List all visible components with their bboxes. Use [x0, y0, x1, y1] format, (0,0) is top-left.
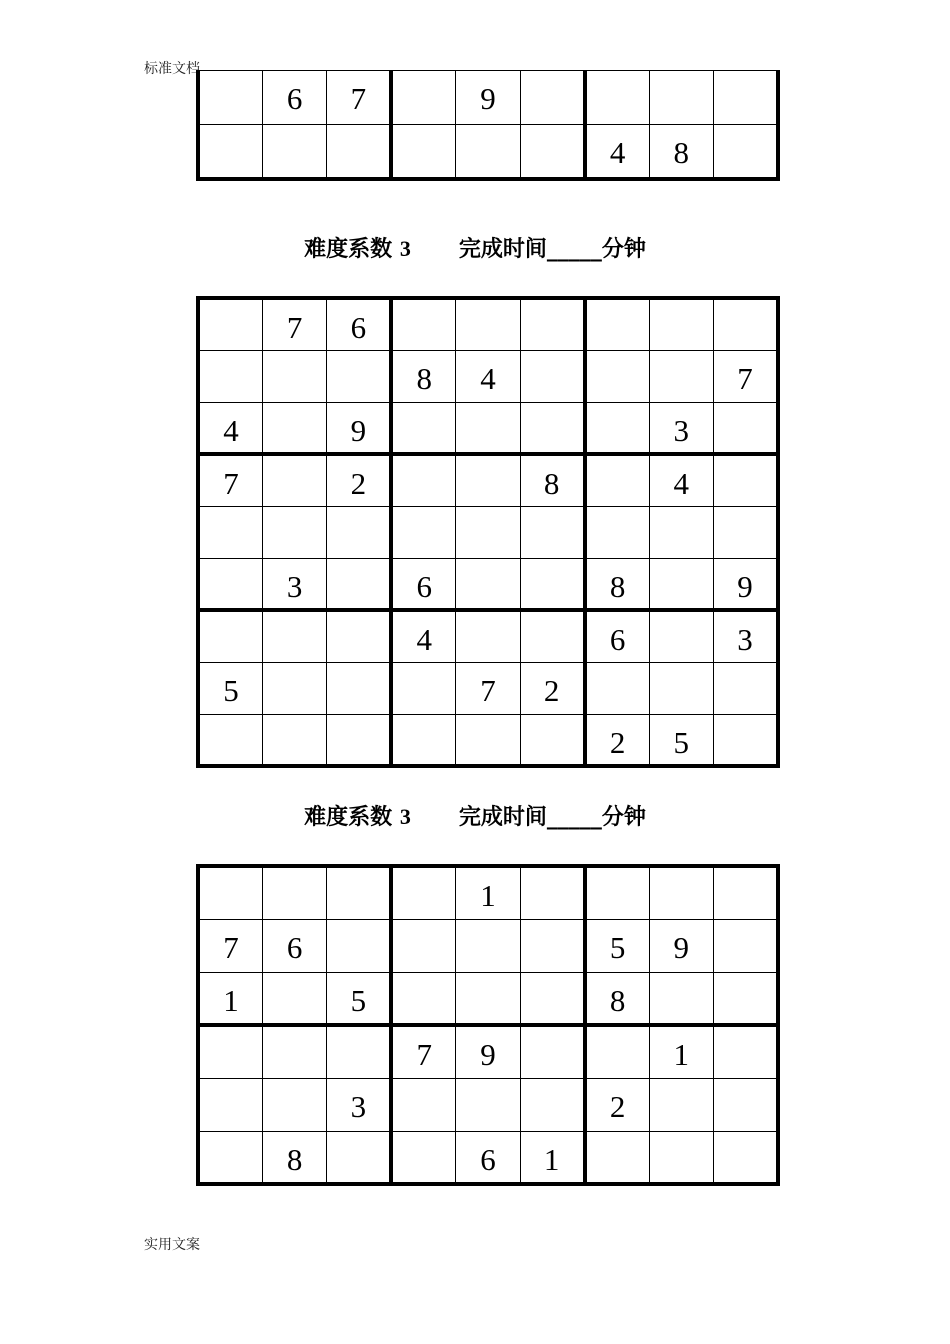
grid-cell	[585, 506, 649, 558]
grid-cell	[198, 71, 262, 125]
grid-cell: 1	[456, 866, 520, 919]
grid-cell	[262, 506, 326, 558]
grid-row	[198, 454, 778, 506]
difficulty-level: 3	[399, 236, 411, 261]
difficulty-title	[0, 232, 950, 263]
grid-cell	[649, 506, 713, 558]
grid-cell	[391, 298, 455, 350]
grid-cell: 7	[456, 662, 520, 714]
grid-cell	[649, 972, 713, 1025]
grid-cell: 8	[585, 972, 649, 1025]
grid-cell	[391, 1131, 455, 1184]
grid-cell: 4	[585, 125, 649, 179]
grid-cell: 5	[198, 662, 262, 714]
grid-cell	[198, 350, 262, 402]
grid-cell: 7	[198, 454, 262, 506]
grid-cell: 2	[327, 454, 391, 506]
grid-row	[198, 919, 778, 972]
grid-cell	[585, 866, 649, 919]
grid-row	[198, 1025, 778, 1078]
grid-cell	[327, 1131, 391, 1184]
grid-cell	[714, 125, 779, 179]
grid-cell: 2	[520, 662, 584, 714]
grid-cell: 9	[456, 71, 520, 125]
time-unit: 分钟	[601, 237, 646, 262]
grid-row	[198, 610, 778, 662]
grid-row	[198, 125, 778, 179]
grid-cell: 5	[649, 714, 713, 766]
grid-cell	[327, 866, 391, 919]
grid-cell	[262, 610, 326, 662]
grid-cell	[520, 714, 584, 766]
grid-cell	[327, 125, 391, 179]
grid-cell: 2	[585, 1078, 649, 1131]
grid-cell	[456, 919, 520, 972]
grid-cell: 9	[649, 919, 713, 972]
grid-cell	[649, 610, 713, 662]
grid-cell	[262, 714, 326, 766]
grid-cell: 6	[262, 71, 326, 125]
grid-cell	[262, 1078, 326, 1131]
grid-cell	[649, 350, 713, 402]
grid-cell	[520, 71, 584, 125]
grid-cell	[391, 662, 455, 714]
grid-cell	[649, 558, 713, 610]
grid-cell	[456, 610, 520, 662]
grid-cell	[198, 866, 262, 919]
grid-cell: 7	[714, 350, 779, 402]
grid-cell	[391, 454, 455, 506]
grid-row	[198, 350, 778, 402]
grid-cell	[520, 610, 584, 662]
grid-cell	[391, 506, 455, 558]
grid-cell	[456, 298, 520, 350]
grid-cell: 5	[585, 919, 649, 972]
grid-cell	[456, 506, 520, 558]
grid-cell	[585, 1131, 649, 1184]
grid-cell	[520, 125, 584, 179]
grid-cell	[262, 125, 326, 179]
grid-cell	[327, 610, 391, 662]
grid-cell: 3	[649, 402, 713, 454]
grid-cell: 9	[456, 1025, 520, 1078]
grid-cell	[520, 298, 584, 350]
grid-cell: 4	[649, 454, 713, 506]
grid-cell	[198, 1025, 262, 1078]
grid-cell	[391, 866, 455, 919]
grid-cell	[198, 1131, 262, 1184]
grid-cell	[649, 1131, 713, 1184]
grid-cell	[520, 402, 584, 454]
sudoku-grid-partial	[196, 70, 780, 181]
time-blank: _____	[546, 237, 602, 262]
grid-cell	[327, 350, 391, 402]
grid-cell	[262, 350, 326, 402]
grid-cell	[520, 1078, 584, 1131]
grid-cell	[456, 972, 520, 1025]
grid-cell	[649, 866, 713, 919]
sudoku-grid-1	[196, 296, 780, 768]
grid-cell	[262, 454, 326, 506]
grid-cell	[391, 919, 455, 972]
grid-cell: 9	[327, 402, 391, 454]
grid-cell: 3	[714, 610, 779, 662]
grid-cell: 1	[198, 972, 262, 1025]
grid-cell	[262, 1025, 326, 1078]
grid-cell	[262, 866, 326, 919]
grid-row	[198, 972, 778, 1025]
grid-cell	[327, 662, 391, 714]
grid-cell	[649, 662, 713, 714]
grid-cell	[456, 402, 520, 454]
grid-cell	[391, 1078, 455, 1131]
difficulty-title	[0, 800, 950, 831]
grid-cell	[262, 402, 326, 454]
grid-cell: 5	[327, 972, 391, 1025]
grid-cell	[520, 919, 584, 972]
grid-cell: 3	[262, 558, 326, 610]
grid-cell	[391, 402, 455, 454]
grid-cell: 6	[262, 919, 326, 972]
grid-cell: 4	[456, 350, 520, 402]
grid-cell: 8	[649, 125, 713, 179]
grid-cell	[520, 558, 584, 610]
grid-cell	[456, 558, 520, 610]
time-label: 完成时间	[458, 805, 547, 830]
grid-cell	[714, 1025, 779, 1078]
grid-cell	[262, 972, 326, 1025]
grid-cell	[520, 350, 584, 402]
grid-cell	[649, 71, 713, 125]
grid-cell	[714, 402, 779, 454]
grid-row	[198, 298, 778, 350]
grid-cell	[585, 298, 649, 350]
grid-cell	[456, 1078, 520, 1131]
grid-cell: 6	[585, 610, 649, 662]
grid-cell	[198, 506, 262, 558]
grid-cell	[391, 71, 455, 125]
grid-cell	[714, 454, 779, 506]
grid-cell: 4	[391, 610, 455, 662]
grid-cell	[327, 919, 391, 972]
grid-cell: 6	[456, 1131, 520, 1184]
grid-cell	[714, 662, 779, 714]
time-blank: _____	[546, 805, 602, 830]
grid-cell	[649, 298, 713, 350]
grid-cell	[714, 298, 779, 350]
grid-cell: 1	[649, 1025, 713, 1078]
grid-cell	[520, 1025, 584, 1078]
time-label: 完成时间	[458, 237, 547, 262]
grid-cell	[198, 610, 262, 662]
grid-cell: 8	[585, 558, 649, 610]
grid-cell	[714, 1131, 779, 1184]
grid-cell: 8	[262, 1131, 326, 1184]
grid-cell	[585, 454, 649, 506]
grid-cell: 7	[391, 1025, 455, 1078]
grid-cell: 8	[520, 454, 584, 506]
grid-cell	[327, 1025, 391, 1078]
time-unit: 分钟	[601, 805, 646, 830]
grid-cell	[262, 662, 326, 714]
difficulty-label: 难度系数	[304, 805, 393, 830]
grid-cell: 9	[714, 558, 779, 610]
grid-cell	[456, 454, 520, 506]
grid-cell	[198, 1078, 262, 1131]
grid-row	[198, 662, 778, 714]
grid-cell	[585, 350, 649, 402]
grid-row	[198, 558, 778, 610]
grid-cell	[520, 972, 584, 1025]
grid-cell	[198, 298, 262, 350]
grid-cell: 7	[262, 298, 326, 350]
grid-row	[198, 402, 778, 454]
grid-row	[198, 506, 778, 558]
grid-cell: 4	[198, 402, 262, 454]
grid-cell	[714, 506, 779, 558]
grid-cell	[649, 1078, 713, 1131]
grid-cell: 7	[327, 71, 391, 125]
page-header: 标准文档	[144, 61, 200, 77]
grid-cell	[391, 972, 455, 1025]
grid-cell	[327, 506, 391, 558]
grid-cell	[456, 125, 520, 179]
grid-cell	[585, 662, 649, 714]
grid-row	[198, 71, 778, 125]
grid-row	[198, 866, 778, 919]
grid-cell	[714, 1078, 779, 1131]
grid-cell	[714, 714, 779, 766]
grid-cell	[198, 125, 262, 179]
grid-cell: 2	[585, 714, 649, 766]
sudoku-grid-2-partial	[196, 864, 780, 1186]
grid-cell: 1	[520, 1131, 584, 1184]
grid-cell	[198, 558, 262, 610]
grid-cell	[456, 714, 520, 766]
page-footer: 实用文案	[144, 1237, 200, 1253]
grid-row	[198, 1078, 778, 1131]
grid-cell	[327, 558, 391, 610]
grid-cell: 6	[327, 298, 391, 350]
difficulty-level: 3	[399, 804, 411, 829]
grid-cell	[327, 714, 391, 766]
grid-cell	[520, 506, 584, 558]
grid-cell	[585, 71, 649, 125]
grid-cell	[391, 714, 455, 766]
grid-cell	[714, 866, 779, 919]
grid-cell: 8	[391, 350, 455, 402]
grid-cell	[198, 714, 262, 766]
grid-cell: 3	[327, 1078, 391, 1131]
difficulty-label: 难度系数	[304, 237, 393, 262]
grid-cell: 6	[391, 558, 455, 610]
grid-cell	[585, 1025, 649, 1078]
grid-cell	[714, 972, 779, 1025]
grid-cell	[520, 866, 584, 919]
grid-cell	[714, 919, 779, 972]
grid-cell	[714, 71, 779, 125]
grid-row	[198, 1131, 778, 1184]
grid-cell	[391, 125, 455, 179]
grid-cell: 7	[198, 919, 262, 972]
grid-cell	[585, 402, 649, 454]
grid-row	[198, 714, 778, 766]
